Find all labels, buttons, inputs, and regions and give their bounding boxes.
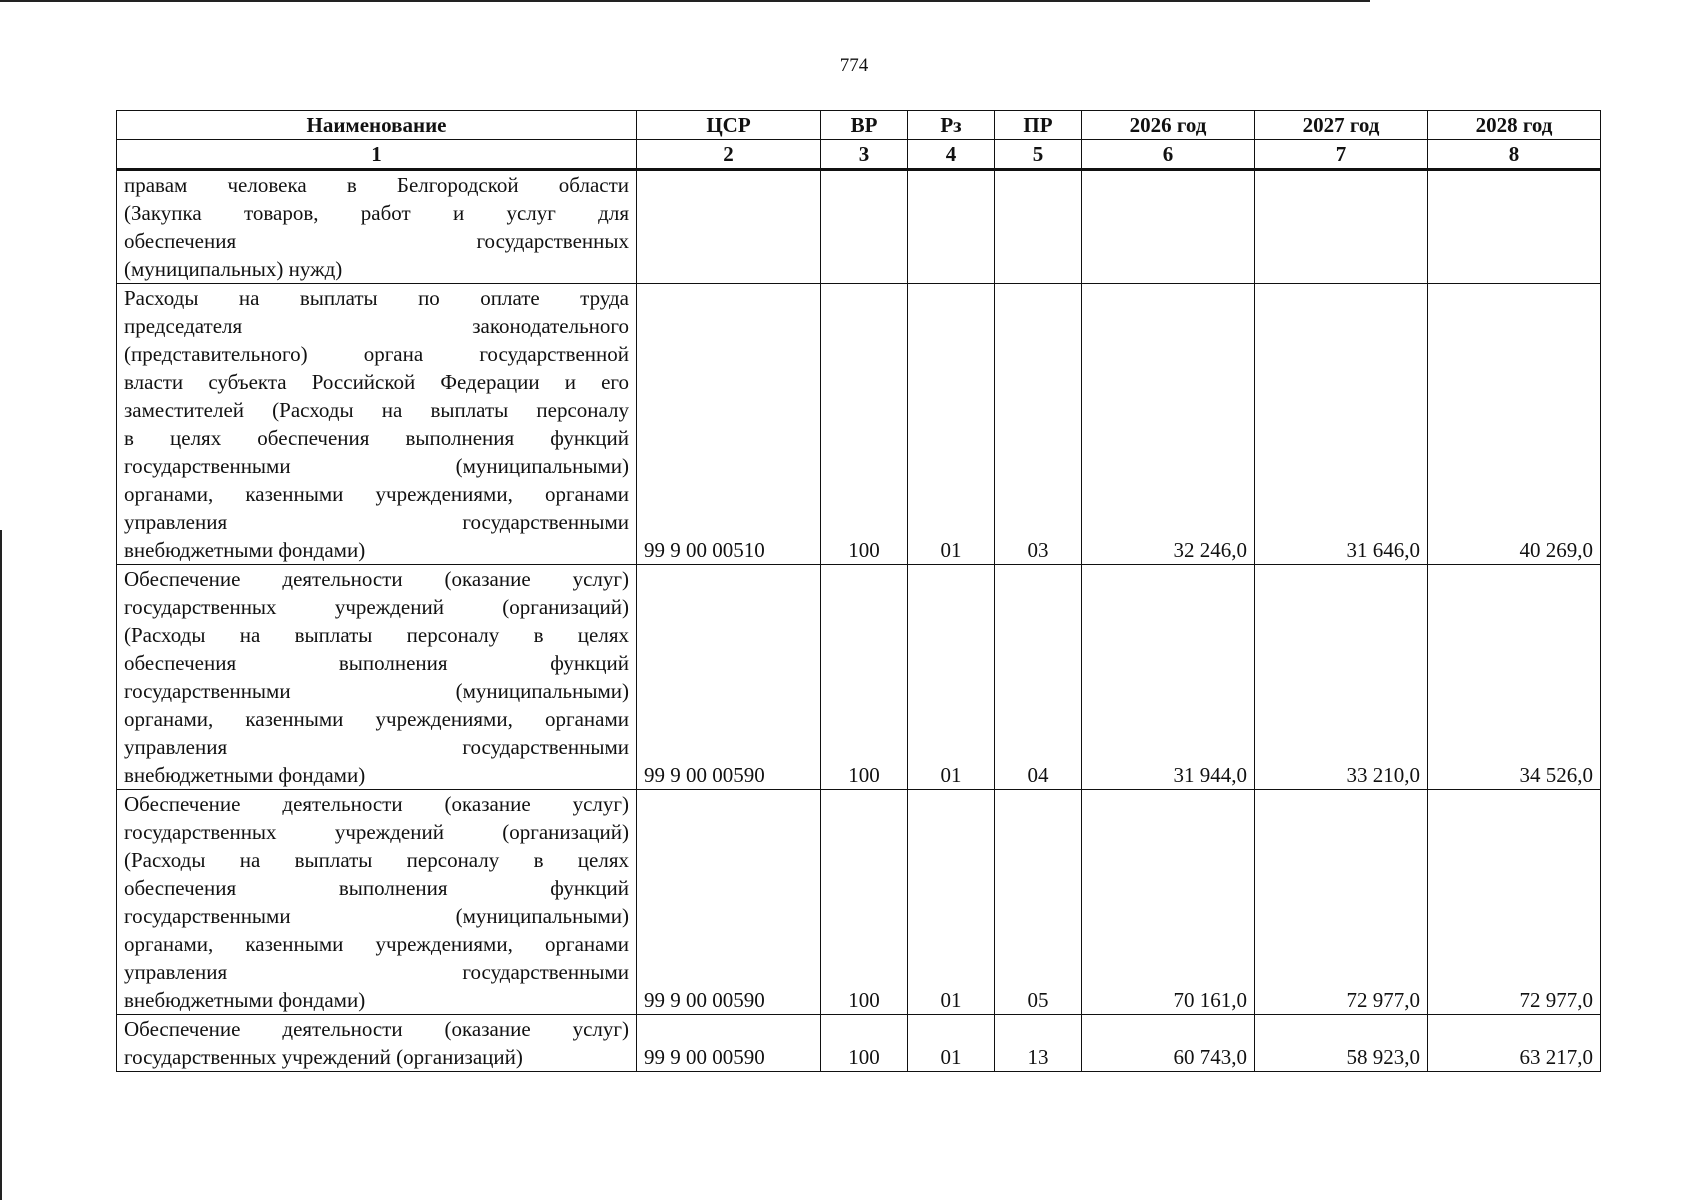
row-rz: [908, 170, 995, 284]
row-name-line: (Расходы на выплаты персоналу в целях: [124, 848, 629, 872]
row-vr: 100: [821, 1015, 908, 1072]
header-row: [117, 111, 1601, 140]
row-csr: 99 9 00 00590: [637, 1015, 821, 1072]
row-amount-2027: 33 210,0: [1255, 565, 1428, 790]
row-rz: 01: [908, 284, 995, 565]
row-name-line: Расходы на выплаты по оплате труда: [124, 286, 629, 310]
row-name: [117, 284, 637, 565]
row-name-line: государственных учреждений (организаций): [124, 820, 629, 844]
row-name-line: Обеспечение деятельности (оказание услуг): [124, 1017, 629, 1041]
row-pr: [995, 170, 1082, 284]
row-name-line: заместителей (Расходы на выплаты персоналу: [124, 398, 629, 422]
column-number: 4: [908, 140, 995, 170]
row-vr: [821, 170, 908, 284]
row-amount-2026: 60 743,0: [1082, 1015, 1255, 1072]
row-name-line: органами, казенными учреждениями, органами: [124, 482, 629, 506]
row-name-line: власти субъекта Российской Федерации и его: [124, 370, 629, 394]
row-name-line: (представительного) органа государственной: [124, 342, 629, 366]
row-amount-2027: [1255, 170, 1428, 284]
row-amount-2028: 63 217,0: [1428, 1015, 1601, 1072]
row-rz: 01: [908, 565, 995, 790]
scan-edge-left: [0, 530, 2, 1200]
row-amount-2028: 72 977,0: [1428, 790, 1601, 1015]
row-name-line: (Расходы на выплаты персоналу в целях: [124, 623, 629, 647]
row-vr: 100: [821, 284, 908, 565]
header-2027: 2027 год: [1255, 111, 1428, 140]
row-name-line: управления государственными: [124, 960, 629, 984]
row-amount-2026: 31 944,0: [1082, 565, 1255, 790]
header-vr: ВР: [821, 111, 908, 140]
row-name-line: председателя законодательного: [124, 314, 629, 338]
row-name-line: внебюджетными фондами): [124, 538, 366, 562]
row-vr: 100: [821, 565, 908, 790]
row-name: [117, 170, 637, 284]
page-number: 774: [839, 55, 869, 76]
scan-edge-top: [0, 0, 1370, 2]
row-name-line: государственными (муниципальными): [124, 904, 629, 928]
table-row: [117, 170, 1601, 284]
row-pr: 05: [995, 790, 1082, 1015]
row-vr: 100: [821, 790, 908, 1015]
row-amount-2028: 34 526,0: [1428, 565, 1601, 790]
row-csr: 99 9 00 00510: [637, 284, 821, 565]
header-2028: 2028 год: [1428, 111, 1601, 140]
row-pr: 13: [995, 1015, 1082, 1072]
row-name-line: управления государственными: [124, 735, 629, 759]
table-row: [117, 284, 1601, 565]
row-name-line: Обеспечение деятельности (оказание услуг): [124, 792, 629, 816]
header-pr: ПР: [995, 111, 1082, 140]
budget-table: [116, 110, 1601, 1072]
table-row: [117, 1015, 1601, 1072]
row-amount-2028: [1428, 170, 1601, 284]
row-name: [117, 565, 637, 790]
row-name-line: обеспечения выполнения функций: [124, 876, 629, 900]
column-number: 1: [117, 140, 637, 170]
row-name-line: в целях обеспечения выполнения функций: [124, 426, 629, 450]
row-name-line: внебюджетными фондами): [124, 988, 366, 1012]
row-name: [117, 790, 637, 1015]
row-amount-2026: 70 161,0: [1082, 790, 1255, 1015]
row-amount-2027: 58 923,0: [1255, 1015, 1428, 1072]
row-amount-2027: 31 646,0: [1255, 284, 1428, 565]
row-name-line: (муниципальных) нужд): [124, 257, 343, 281]
row-name: [117, 1015, 637, 1072]
header-name: Наименование: [117, 111, 637, 140]
column-number: 6: [1082, 140, 1255, 170]
row-name-line: правам человека в Белгородской области: [124, 173, 629, 197]
row-name-line: органами, казенными учреждениями, органами: [124, 707, 629, 731]
row-name-line: государственными (муниципальными): [124, 679, 629, 703]
row-name-line: (Закупка товаров, работ и услуг для: [124, 201, 629, 225]
row-csr: 99 9 00 00590: [637, 565, 821, 790]
table-row: [117, 790, 1601, 1015]
row-name-line: государственных учреждений (организаций): [124, 1045, 523, 1069]
table-body: [117, 170, 1601, 1072]
row-name-line: обеспечения государственных: [124, 229, 629, 253]
row-amount-2026: 32 246,0: [1082, 284, 1255, 565]
row-name-line: государственных учреждений (организаций): [124, 595, 629, 619]
row-csr: 99 9 00 00590: [637, 790, 821, 1015]
column-number: 2: [637, 140, 821, 170]
row-name-line: обеспечения выполнения функций: [124, 651, 629, 675]
column-number-row: [117, 140, 1601, 170]
row-amount-2027: 72 977,0: [1255, 790, 1428, 1015]
row-pr: 03: [995, 284, 1082, 565]
row-csr: [637, 170, 821, 284]
row-rz: 01: [908, 1015, 995, 1072]
header-csr: ЦСР: [637, 111, 821, 140]
row-name-line: внебюджетными фондами): [124, 763, 366, 787]
header-rz: Рз: [908, 111, 995, 140]
row-name-line: органами, казенными учреждениями, органами: [124, 932, 629, 956]
row-name-line: управления государственными: [124, 510, 629, 534]
column-number: 5: [995, 140, 1082, 170]
row-name-line: Обеспечение деятельности (оказание услуг): [124, 567, 629, 591]
column-number: 8: [1428, 140, 1601, 170]
row-rz: 01: [908, 790, 995, 1015]
row-pr: 04: [995, 565, 1082, 790]
row-name-line: государственными (муниципальными): [124, 454, 629, 478]
column-number: 3: [821, 140, 908, 170]
row-amount-2028: 40 269,0: [1428, 284, 1601, 565]
table-row: [117, 565, 1601, 790]
header-2026: 2026 год: [1082, 111, 1255, 140]
column-number: 7: [1255, 140, 1428, 170]
row-amount-2026: [1082, 170, 1255, 284]
